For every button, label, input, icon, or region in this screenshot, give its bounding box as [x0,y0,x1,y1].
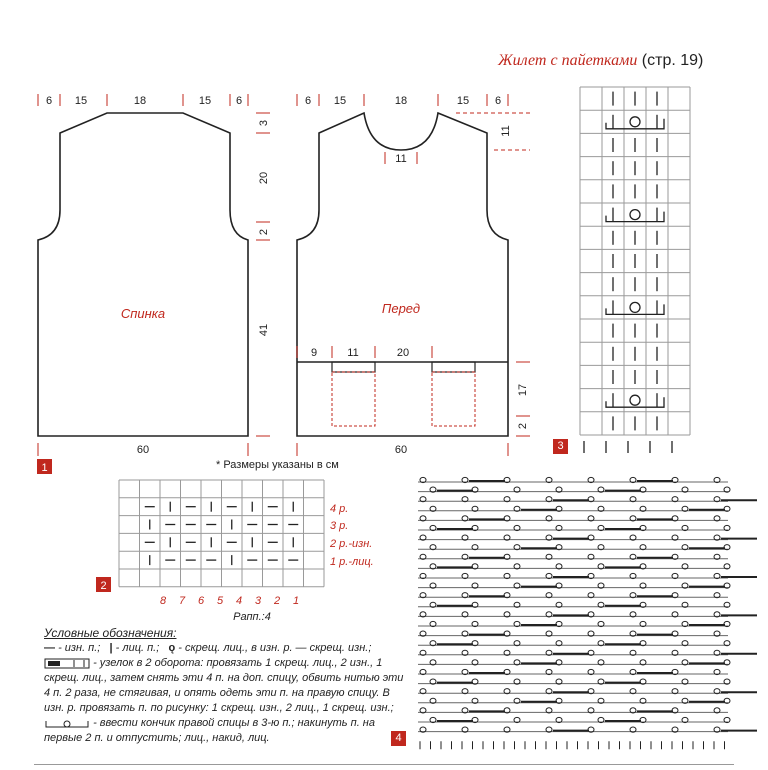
back-side-1: 3 [258,119,270,127]
chart2-col-number: 2 [273,595,281,607]
loop-icon [44,718,90,729]
badge-3-box: 3 [553,439,568,454]
twist-symbol: ǫ [168,642,176,654]
back-bottom-dim: 60 [136,444,150,456]
front-dim-1: 6 [304,95,312,107]
badge-2-number: 2 [100,580,107,592]
stitch-chart-3 [570,85,700,457]
back-dim-3: 18 [133,95,147,107]
chart2-repeat: Рапп.:4 [233,611,271,623]
back-dim-5: 6 [235,95,243,107]
back-side-3: 2 [258,228,270,236]
chart2-col-number: 8 [159,595,167,607]
front-schematic [297,94,530,456]
chart2-col-number: 5 [216,595,224,607]
front-bottom-dim: 60 [394,444,408,456]
legend-heading: Условные обозначения: [44,626,177,640]
chart2-col-number: 4 [235,595,243,607]
front-dim-3: 18 [394,95,408,107]
back-dim-2: 15 [74,95,88,107]
purl-symbol: — [44,642,55,654]
front-dim-4: 15 [456,95,470,107]
back-schematic [38,94,270,456]
front-dim-2: 15 [333,95,347,107]
legend-knit: - лиц. п.; [115,642,160,654]
back-label: Спинка [120,306,166,321]
badge-1-number: 1 [41,462,48,474]
size-note: * Размеры указаны в см [216,459,339,471]
bottom-rule [34,764,734,765]
chart2-col-number: 3 [254,595,262,607]
back-dim-4: 15 [198,95,212,107]
back-dim-1: 6 [45,95,53,107]
front-side-2: 2 [517,422,529,430]
chart2-col-number: 7 [178,595,186,607]
legend-row-loop [44,716,404,746]
chart2-row-4: 4 р. [330,503,349,515]
front-pocket-dim-1: 9 [310,347,318,359]
front-neck-dim: 11 [395,153,407,165]
knot-icon [44,658,90,669]
badge-4: 4 [391,731,406,746]
back-side-4: 41 [258,323,270,337]
chart2-col-number: 6 [197,595,205,607]
chart2-row-3: 3 р. [330,520,349,532]
legend-knot: - узелок в 2 оборота: провязать 1 скрещ. лиц., 2 изн., 1 скрещ. лиц., затем снять эти 4 п. на доп. спицу, обвить нитью эти 4 п. 2 раза, не стягивая, и опять одеть эти п. на правую спицу. В изн. р. провязать п. по рисунку: 1 скрещ. изн., 2 лиц., 1 скрещ. изн.; [44,657,404,714]
front-pocket-dim-2: 11 [347,347,359,359]
twist-mark [630,117,640,127]
chart2-row-2: 2 р.-изн. [330,538,373,550]
legend-row-basic [44,641,404,656]
twist-mark [630,395,640,405]
front-side-1: 17 [517,383,529,397]
front-dim-5: 6 [494,95,502,107]
legend [44,626,404,746]
twist-mark [630,210,640,220]
twist-mark [630,302,640,312]
back-side-2: 20 [258,171,270,185]
front-pocket-dim-3: 20 [396,347,410,359]
title-italic: Жилет с пайетками [498,52,638,69]
chart2-col-number: 1 [292,595,300,607]
front-label: Перед [381,301,421,316]
stitch-chart-2 [0,470,374,630]
stitch-chart-4 [418,476,738,748]
legend-purl: - изн. п.; [58,642,101,654]
legend-loop: - ввести кончик правой спицы в 3-ю п.; накинуть п. на первые 2 п. и отпустить; лиц., накид, лиц. [44,717,375,744]
legend-twist: - скрещ. лиц., в изн. р. — скрещ. изн.; [178,642,372,654]
chart2-row-1: 1 р.-лиц. [330,556,374,568]
title-page: (стр. 19) [641,52,704,69]
front-neck-depth: 11 [500,125,512,137]
legend-row-knot [44,656,404,716]
knit-symbol: | [109,642,113,654]
